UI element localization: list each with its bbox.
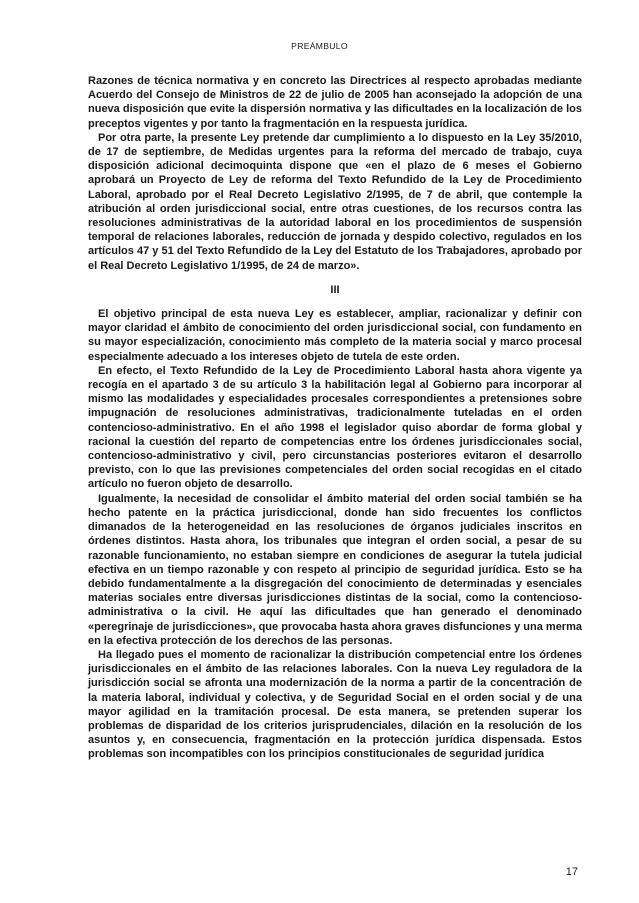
paragraph-4: En efecto, el Texto Refundido de la Ley de Procedimiento Laboral hasta ahora vigente ya recogía en el apartado 3 de su artículo 3 la habilitación legal al Gobierno para incorporar al mismo las modalidades y especialidades procesales correspondientes a pretensiones sobre impugnación de resoluciones administrativas, tradicionalmente tuteladas en el orden contencioso-administrativo. En el año 1998 el legislador quiso abordar de forma global y racional la cuestión del reparto de competencias entre los órdenes jurisdiccionales social, contencioso-administrativo y civil, pero circunstancias posteriores evitaron el desarrollo previsto, con lo que las previsiones competenciales del orden social recogidas en el citado artículo no fueron objeto de desarrollo. [88, 364, 582, 491]
page-number: 17 [565, 866, 578, 878]
section-heading: III [330, 283, 340, 296]
paragraph-3: El objetivo principal de esta nueva Ley es establecer, ampliar, racionalizar y definir con mayor claridad el ámbito de conocimiento del orden jurisdiccional social, con fundamento en su mayor especialización, conocimiento más completo de la materia social y marco procesal especialmente adecuado a los intereses objeto de tutela de este orden. [88, 308, 582, 363]
paragraph-1: Razones de técnica normativa y en concreto las Directrices al respecto aprobadas mediante Acuerdo del Consejo de Ministros de 22 de julio de 2005 han aconsejado la adopción de una nueva disposición que evite la dispersión normativa y las dificultades en la localización de los preceptos vigentes y por tanto la fragmentación en la respuesta jurídica. [88, 75, 582, 130]
paragraph-6: Ha llegado pues el momento de racionalizar la distribución competencial entre los órdenes jurisdiccionales en el ámbito de las relaciones laborales. Con la nueva Ley reguladora de la jurisdicción social se afronta una modernización de la norma a partir de la concentración de la materia laboral, individual y colectiva, y de Seguridad Social en el orden social y de una mayor agilidad en la tramitación procesal. De esta manera, se pretenden superar los problemas de disparidad de los criterios jurisprudenciales, dilación en la resolución de los asuntos y, en consecuencia, fragmentación en la protección jurídica dispensada. Estos problemas son incompatibles con los principios constitucionales de seguridad jurídica [88, 648, 582, 761]
body-text [88, 74, 582, 762]
paragraph-5: Igualmente, la necesidad de consolidar el ámbito material del orden social también se ha hecho patente en la práctica jurisdiccional, donde han sido frecuentes los conflictos dimanados de la heterogeneidad en las resoluciones de órganos judiciales inscritos en órdenes distintos. Hasta ahora, los tribunales que integran el orden social, a pesar de su razonable funcionamiento, no estaban siempre en condiciones de asegurar la tutela judicial efectiva en un tiempo razonable y con respeto al principio de seguridad jurídica. Esto se ha debido fundamentalmente a la disgregación del conocimiento de determinadas y esenciales materias sociales entre diversas jurisdicciones distintas de la social, como la contencioso-administrativa o la civil. He aquí las dificultades que han generado el denominado «peregrinaje de jurisdicciones», que provocaba hasta ahora graves disfunciones y una merma en la efectiva protección de los derechos de las personas. [88, 492, 582, 647]
paragraph-2: Por otra parte, la presente Ley pretende dar cumplimiento a lo dispuesto en la Ley 35/2010, de 17 de septiembre, de Medidas urgentes para la reforma del mercado de trabajo, cuya disposición adicional decimoquinta dispone que «en el plazo de 6 meses el Gobierno aprobará un Proyecto de Ley de reforma del Texto Refundido de la Ley de Procedimiento Laboral, aprobado por el Real Decreto Legislativo 2/1995, de 7 de abril, que contemple la atribución al orden jurisdiccional social, entre otras cuestiones, de los recursos contra las resoluciones administrativas de la autoridad laboral en los procedimientos de suspensión temporal de relaciones laborales, reducción de jornada y despido colectivo, regulados en los artículos 47 y 51 del Texto Refundido de la Ley del Estatuto de los Trabajadores, aprobado por el Real Decreto Legislativo 1/1995, de 24 de marzo». [88, 131, 582, 272]
running-header: PREÁMBULO [291, 41, 348, 51]
